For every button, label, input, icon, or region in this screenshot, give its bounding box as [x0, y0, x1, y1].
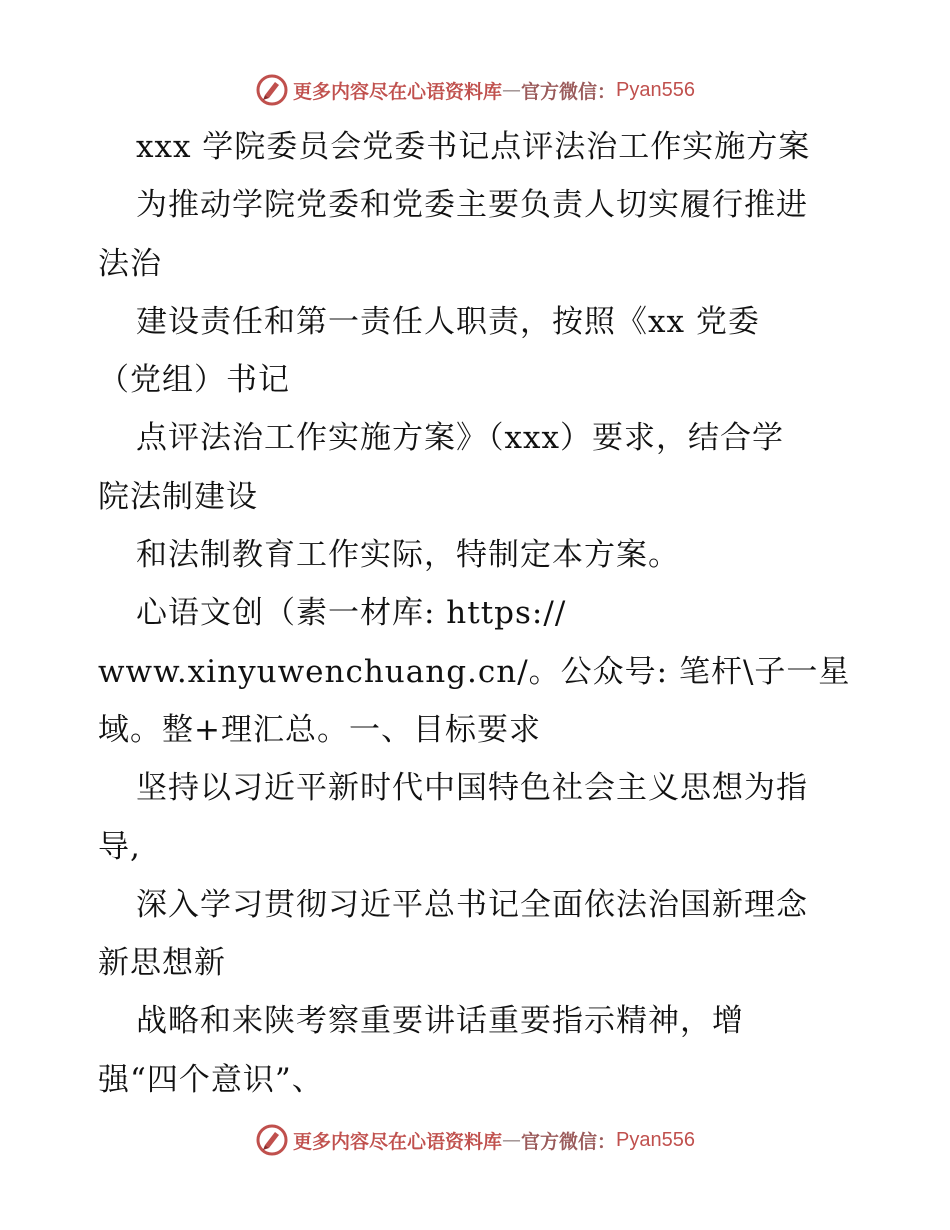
- text-line: 域。整+理汇总。一、目标要求: [98, 711, 541, 748]
- text-line: 新思想新: [98, 945, 226, 982]
- text-line: 战略和来陕考察重要讲话重要指示精神，增: [136, 1003, 744, 1040]
- pen-logo-icon: [255, 1123, 289, 1157]
- banner-sub-text: 官方微信：: [521, 1130, 617, 1153]
- banner-wechat-id: Pyan556: [616, 1128, 695, 1151]
- text-line: xxx 学院委员会党委书记点评法治工作实施方案: [136, 129, 811, 165]
- text-line: 建设责任和第一责任人职责，按照《xx 党委: [136, 303, 760, 340]
- text-line: 强“四个意识”、: [98, 1061, 324, 1098]
- text-line: 点评法治工作实施方案》（xxx）要求，结合学: [136, 420, 784, 457]
- text-line: 导,: [98, 828, 141, 865]
- footer-banner: [0, 1120, 950, 1160]
- banner-wechat-id: Pyan556: [616, 78, 695, 101]
- text-line: www.xinyuwenchuang.cn/。公众号: 笔杆\子一星: [98, 653, 851, 690]
- banner-sub-text: 官方微信：: [521, 80, 617, 103]
- text-line: 法治: [98, 245, 162, 282]
- banner-dash: —: [502, 79, 522, 101]
- pen-logo-icon: [255, 73, 289, 107]
- text-line: 和法制教育工作实际，特制定本方案。: [136, 537, 680, 574]
- text-line: 坚持以习近平新时代中国特色社会主义思想为指: [136, 770, 808, 807]
- text-line: 深入学习贯彻习近平总书记全面依法治国新理念: [136, 886, 808, 923]
- document-body: [98, 118, 868, 1109]
- header-banner: [0, 70, 950, 110]
- text-line: 为推动学院党委和党委主要负责人切实履行推进: [136, 187, 808, 224]
- text-line: 院法制建设: [98, 478, 258, 515]
- banner-main-text: 更多内容尽在心语资料库: [293, 1130, 503, 1153]
- banner-dash: —: [502, 1129, 522, 1151]
- banner-main-text: 更多内容尽在心语资料库: [293, 80, 503, 103]
- text-line: 心语文创（素一材库: https://: [136, 595, 567, 632]
- text-line: （党组）书记: [98, 362, 290, 399]
